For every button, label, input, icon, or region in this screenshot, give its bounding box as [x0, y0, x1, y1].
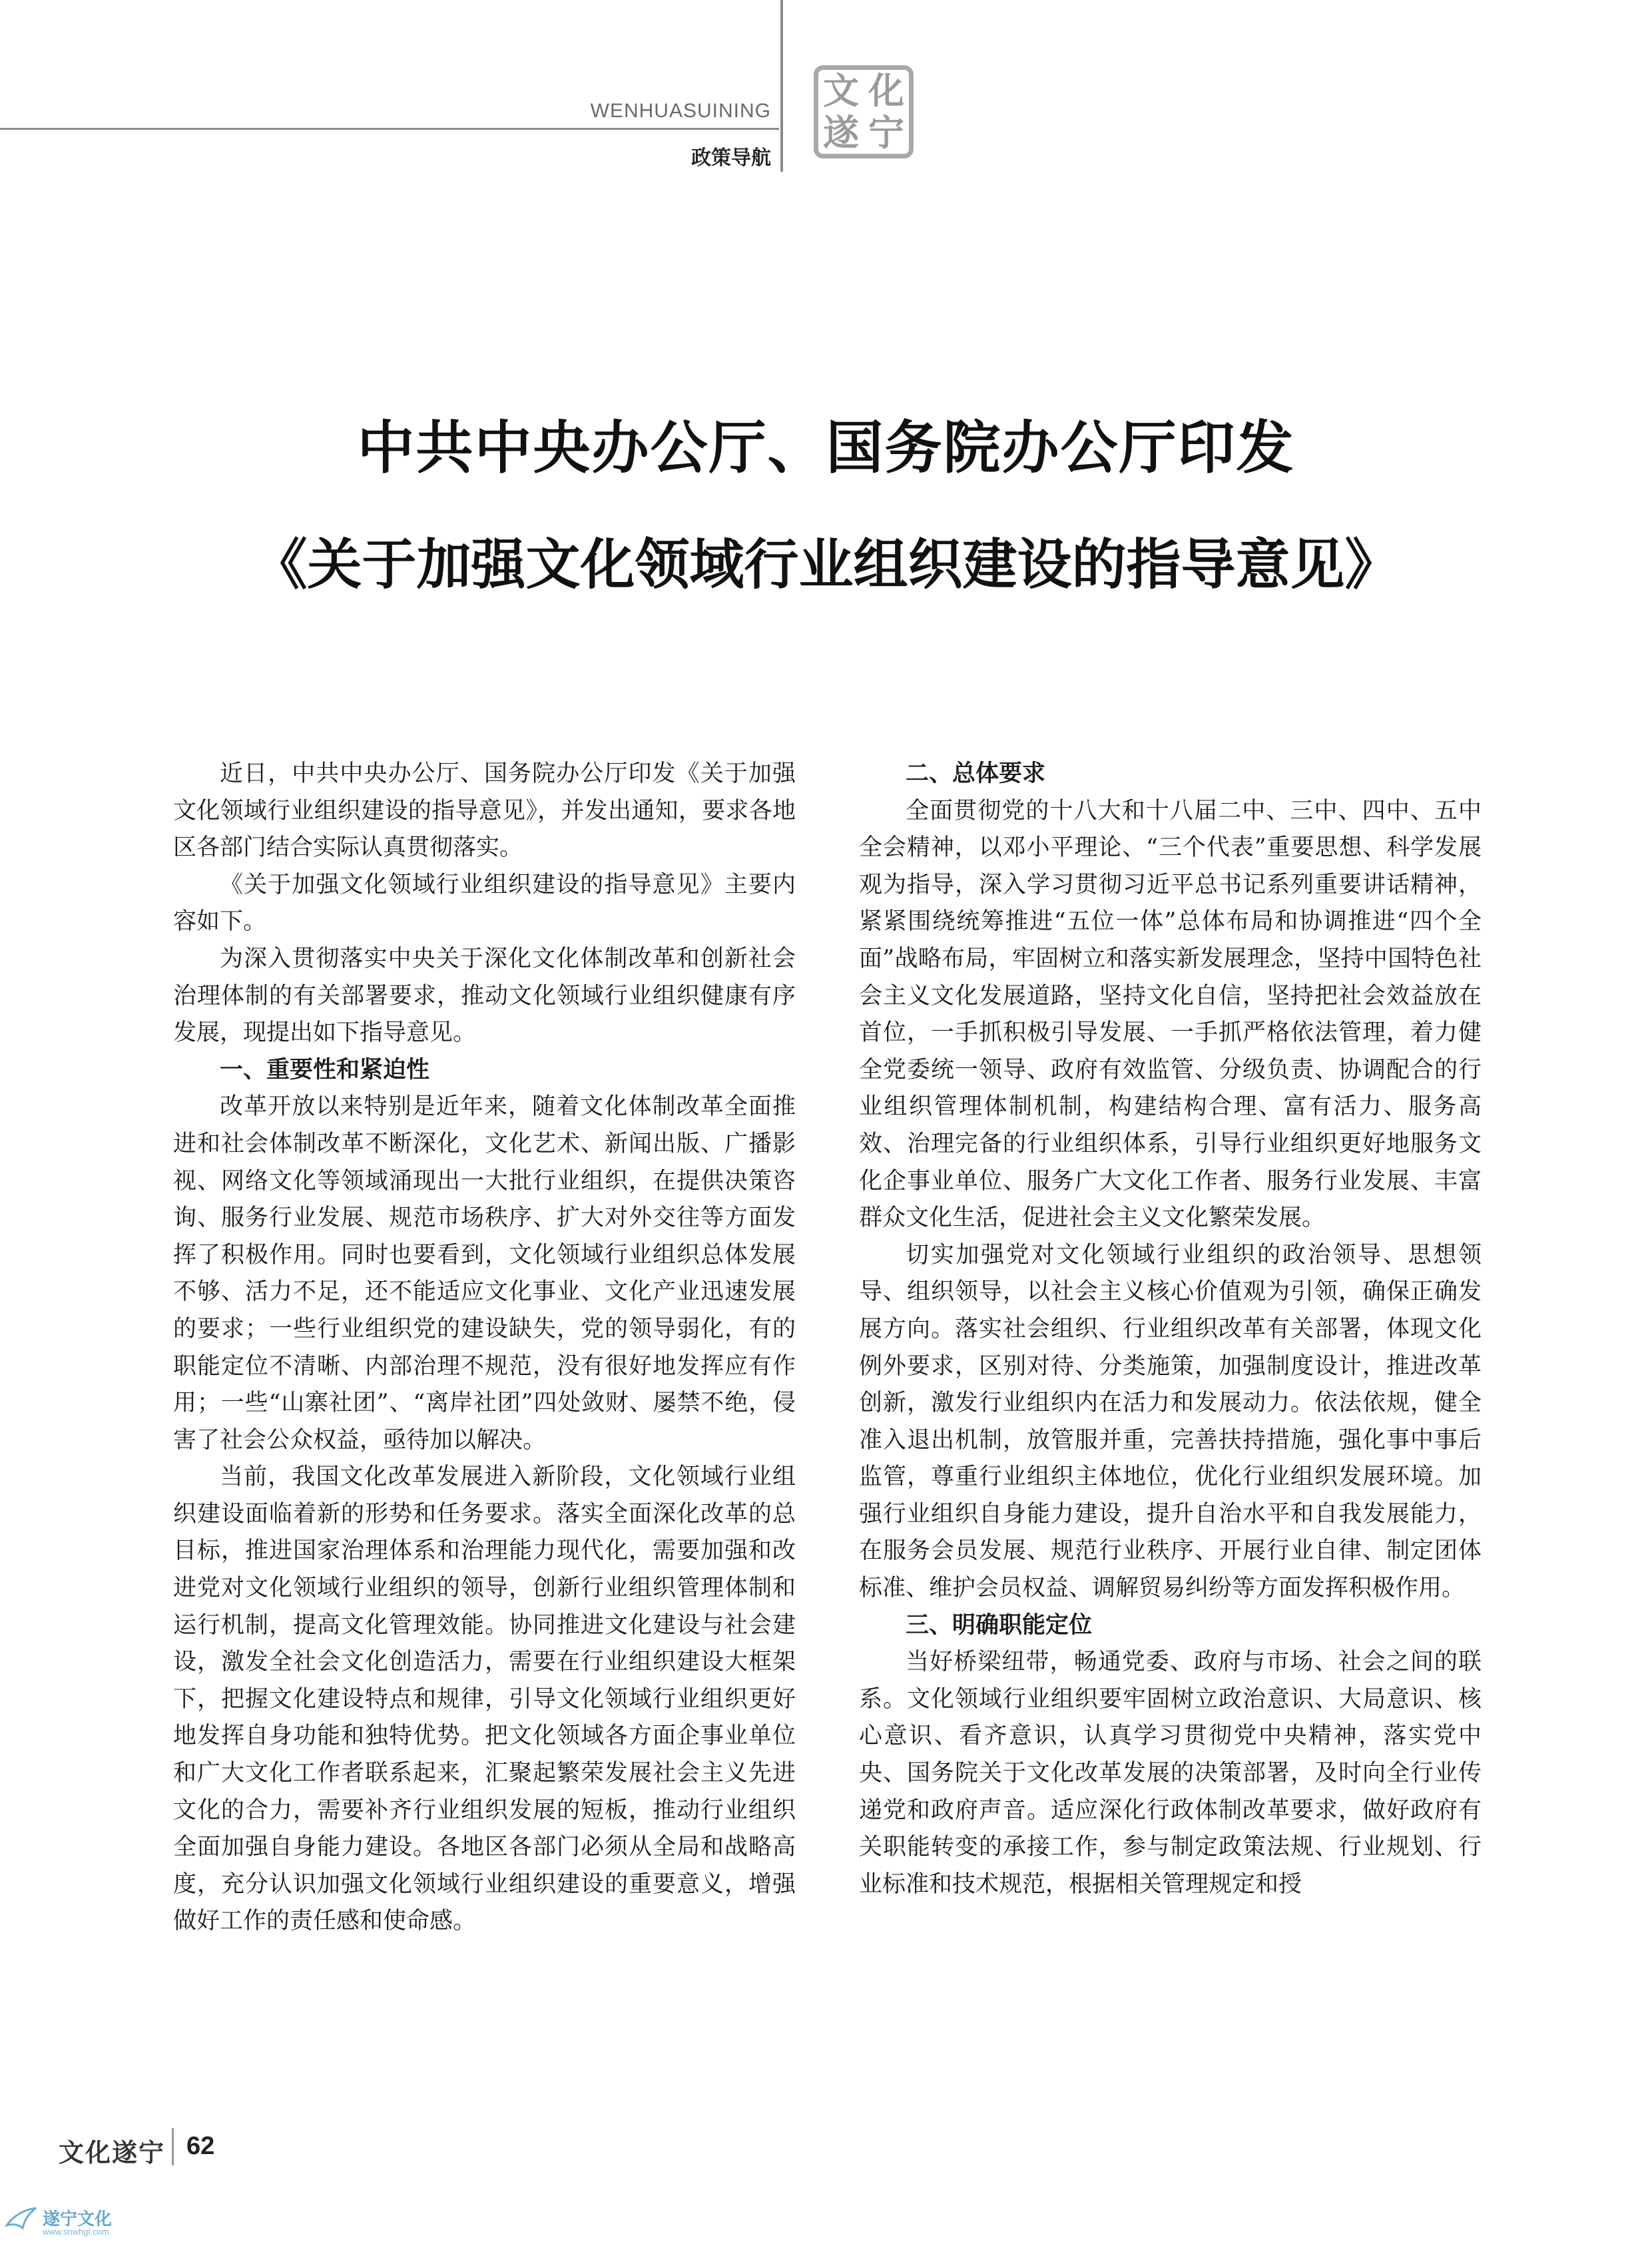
paragraph: 为深入贯彻落实中央关于深化文化体制改革和创新社会治理体制的有关部署要求，推动文化领域行业组织健康有序发展，现提出如下指导意见。: [173, 945, 796, 1047]
seal-char: 文: [823, 69, 859, 112]
watermark-url: www.snwhgl.com: [43, 2227, 109, 2237]
seal-char: 遂: [823, 111, 859, 154]
header-magazine-name: WENHUASUINING: [590, 100, 771, 122]
paragraph: 当前，我国文化改革发展进入新阶段，文化领域行业组织建设面临着新的形势和任务要求。落实全面深化改革的总目标，推进国家治理体系和治理能力现代化，需要加强和改进党对文化领域行业组织的领导，创新行业组织管理体制和运行机制，提高文化管理效能。协同推进文化建设与社会建设，激发全社会文化创造活力，需要在行业组织建设大框架下，把握文化建设特点和规律，引导文化领域行业组织更好地发挥自身功能和独特优势。把文化领域各方面企事业单位和广大文化工作者联系起来，汇聚起繁荣发展社会主义先进文化的合力，需要补齐行业组织发展的短板，推动行业组织全面加强自身能力建设。各地区各部门必须从全局和战略高度，充分认识加强文化领域行业组织建设的重要意义，增强做好工作的责任感和使命感。: [173, 1464, 796, 1935]
section-heading: 一、重要性和紧迫性: [220, 1056, 430, 1083]
footer-magazine-brand: 文化遂宁: [59, 2137, 166, 2167]
paragraph: 当好桥梁纽带，畅通党委、政府与市场、社会之间的联系。文化领域行业组织要牢固树立政治意识、大局意识、核心意识、看齐意识，认真学习贯彻党中央精神，落实党中央、国务院关于文化改革发展的决策部署，及时向全行业传递党和政府声音。适应深化行政体制改革要求，做好政府有关职能转变的承接工作，参与制定政策法规、行业规划、行业标准和技术规范，根据相关管理规定和授: [859, 1649, 1482, 1898]
section-heading: 三、明确职能定位: [906, 1611, 1093, 1639]
watermark-bird-icon: [5, 2205, 39, 2235]
section-heading: 二、总体要求: [906, 760, 1046, 787]
seal-char: 宁: [868, 111, 904, 154]
paragraph: 改革开放以来特别是近年来，随着文化体制改革全面推进和社会体制改革不断深化，文化艺术、新闻出版、广播影视、网络文化等领域涌现出一大批行业组织，在提供决策咨询、服务行业发展、规范市场秩序、扩大对外交往等方面发挥了积极作用。同时也要看到，文化领域行业组织总体发展不够、活力不足，还不能适应文化事业、文化产业迅速发展的要求；一些行业组织党的建设缺失，党的领导弱化，有的职能定位不清晰、内部治理不规范，没有很好地发挥应有作用；一些“山寨社团”、“离岸社团”四处敛财、屡禁不绝，侵害了社会公众权益，亟待加以解决。: [173, 1093, 796, 1454]
paragraph: 全面贯彻党的十八大和十八届二中、三中、四中、五中全会精神，以邓小平理论、“三个代表”重要思想、科学发展观为指导，深入学习贯彻习近平总书记系列重要讲话精神，紧紧围绕统筹推进“五位一体”总体布局和协调推进“四个全面”战略布局，牢固树立和落实新发展理念，坚持中国特色社会主义文化发展道路，坚持文化自信，坚持把社会效益放在首位，一手抓积极引导发展、一手抓严格依法管理，着力健全党委统一领导、政府有效监管、分级负责、协调配合的行业组织管理体制机制，构建结构合理、富有活力、服务高效、治理完备的行业组织体系，引导行业组织更好地服务文化企事业单位、服务广大文化工作者、服务行业发展、丰富群众文化生活，促进社会主义文化繁荣发展。: [859, 797, 1482, 1232]
page-number: 62: [186, 2132, 215, 2160]
seal-char: 化: [868, 69, 904, 112]
paragraph: 近日，中共中央办公厅、国务院办公厅印发《关于加强文化领域行业组织建设的指导意见》，并发出通知，要求各地区各部门结合实际认真贯彻落实。: [173, 760, 796, 862]
footer-separator: [172, 2128, 174, 2165]
article-title-line1: 中共中央办公厅、国务院办公厅印发: [357, 414, 1295, 481]
watermark-text: 遂宁文化: [43, 2209, 113, 2229]
header-section-name: 政策导航: [691, 146, 771, 170]
paragraph: 切实加强党对文化领域行业组织的政治领导、思想领导、组织领导，以社会主义核心价值观为引领，确保正确发展方向。落实社会组织、行业组织改革有关部署，体现文化例外要求，区别对待、分类施策，加强制度设计，推进改革创新，激发行业组织内在活力和发展动力。依法依规，健全准入退出机制，放管服并重，完善扶持措施，强化事中事后监管，尊重行业组织主体地位，优化行业组织发展环境。加强行业组织自身能力建设，提升自治水平和自我发展能力，在服务会员发展、规范行业秩序、开展行业自律、制定团体标准、维护会员权益、调解贸易纠纷等方面发挥积极作用。: [859, 1241, 1482, 1602]
article-title-line2: 《关于加强文化领域行业组织建设的指导意见》: [252, 533, 1400, 597]
magazine-seal-logo: [814, 65, 914, 158]
header-rule: [0, 128, 779, 130]
paragraph: 《关于加强文化领域行业组织建设的指导意见》主要内容如下。: [173, 871, 796, 936]
left-text-column: [173, 756, 796, 1940]
right-text-column: [859, 756, 1482, 1903]
header-vertical-rule: [780, 0, 783, 172]
